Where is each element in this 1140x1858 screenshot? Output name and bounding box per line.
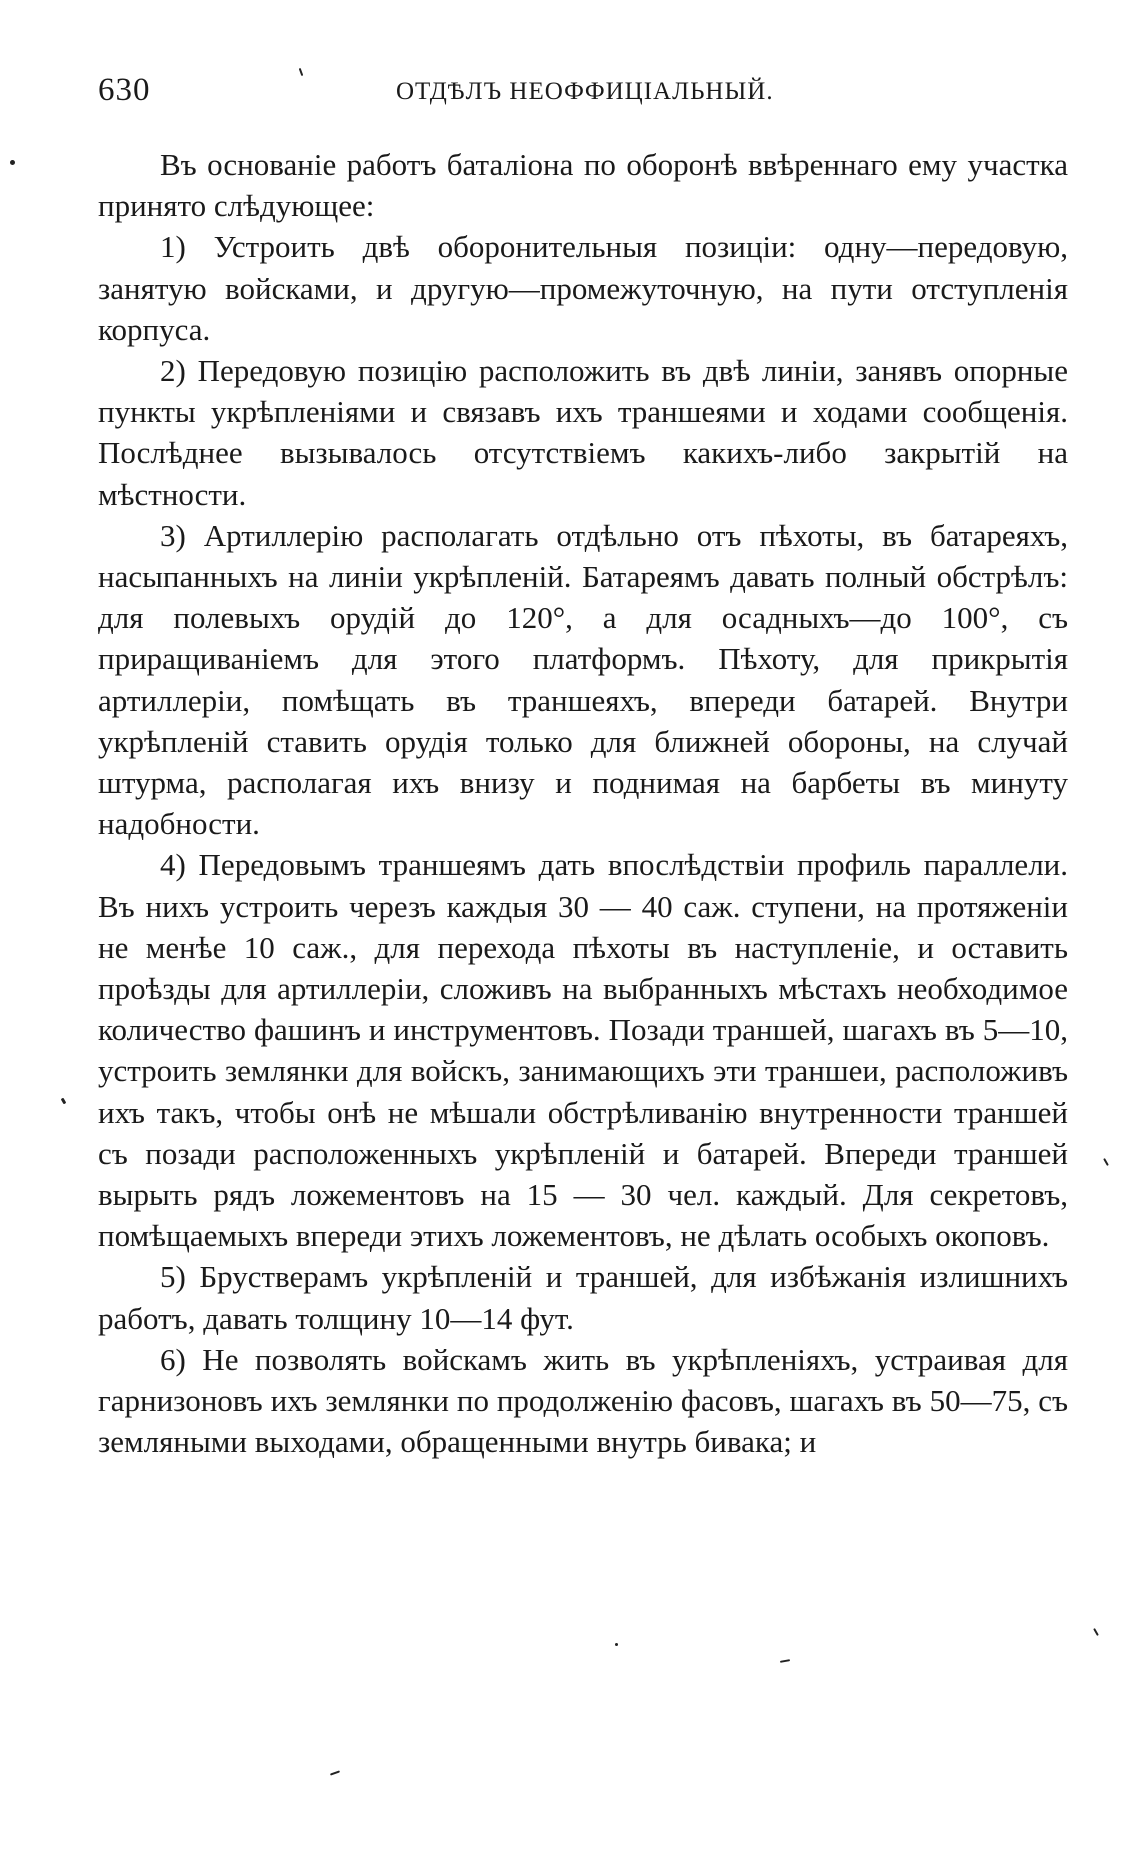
scan-speck: [780, 1659, 790, 1663]
running-head: ОТДѢЛЪ НЕОФФИЦІАЛЬНЫЙ.: [396, 78, 774, 105]
document-page: [98, 62, 1068, 1460]
body-text: [98, 144, 1068, 1463]
paragraph-item-6: 6) Не позволять войскамъ жить въ укрѣпленіяхъ, устраивая для гарнизоновъ ихъ землянки по продолженію фасовъ, шагахъ въ 50—75, съ земляными выходами, обращенными внутрь бивака; и: [98, 1341, 1068, 1460]
paragraph-item-4: 4) Передовымъ траншеямъ дать впослѣдствіи профиль параллели. Въ нихъ устроить черезъ каждыя 30 — 40 саж. ступени, на протяженіи не менѣе 10 саж., для перехода пѣхоты въ наступленіе, и оставить проѣзды для артиллеріи, сложивъ на выбранныхъ мѣстахъ необходимое количество фашинъ и инструментовъ. Позади траншей, шагахъ въ 5—10, устроить землянки для войскъ, занимающихъ эти траншеи, расположивъ ихъ такъ, чтобы онѣ не мѣшали обстрѣливанію внутренности траншей съ позади расположенныхъ укрѣпленій и батарей. Впереди траншей вырыть рядъ ложементовъ на 15 — 30 чел. каждый. Для секретовъ, помѣщаемыхъ впереди этихъ ложементовъ, не дѣлать особыхъ окоповъ.: [98, 847, 1068, 1254]
scan-speck: [1093, 1628, 1099, 1636]
scan-speck: [10, 160, 15, 165]
paragraph-item-5: 5) Брустверамъ укрѣпленій и траншей, для избѣжанія излишнихъ работъ, давать толщину 10—14 фут.: [98, 1259, 1068, 1336]
scan-speck: [615, 1643, 618, 1646]
paragraph-item-1: 1) Устроить двѣ оборонительныя позиціи: одну—передовую, занятую войсками, и другую—промежуточную, на пути отступленія корпуса.: [98, 229, 1068, 347]
page-header: [98, 62, 1068, 118]
scan-speck: [61, 1098, 67, 1105]
paragraph-intro: Въ основаніе работъ баталіона по оборонѣ ввѣреннаго ему участка принято слѣдующее:: [98, 147, 1068, 224]
paragraph-item-3: 3) Артиллерію располагать отдѣльно отъ пѣхоты, въ батареяхъ, насыпанныхъ на линіи укрѣпленій. Батареямъ давать полный обстрѣлъ: для полевыхъ орудій до 120°, а для осадныхъ—до 100°, съ приращиваніемъ для этого платформъ. Пѣхоту, для прикрытія артиллеріи, помѣщать въ траншеяхъ, впереди батарей. Внутри укрѣпленій ставить орудія только для ближней обороны, на случай штурма, располагая ихъ внизу и поднимая на барбеты въ минуту надобности.: [98, 517, 1068, 842]
scan-speck: [1103, 1158, 1109, 1166]
scan-speck: [330, 1770, 340, 1775]
page-number: 630: [98, 72, 151, 108]
paragraph-item-2: 2) Передовую позицію расположить въ двѣ линіи, занявъ опорные пункты укрѣпленіями и связавъ ихъ траншеями и ходами сообщенія. Послѣднее вызывалось отсутствіемъ какихъ-либо закрытій на мѣстности.: [98, 353, 1068, 512]
